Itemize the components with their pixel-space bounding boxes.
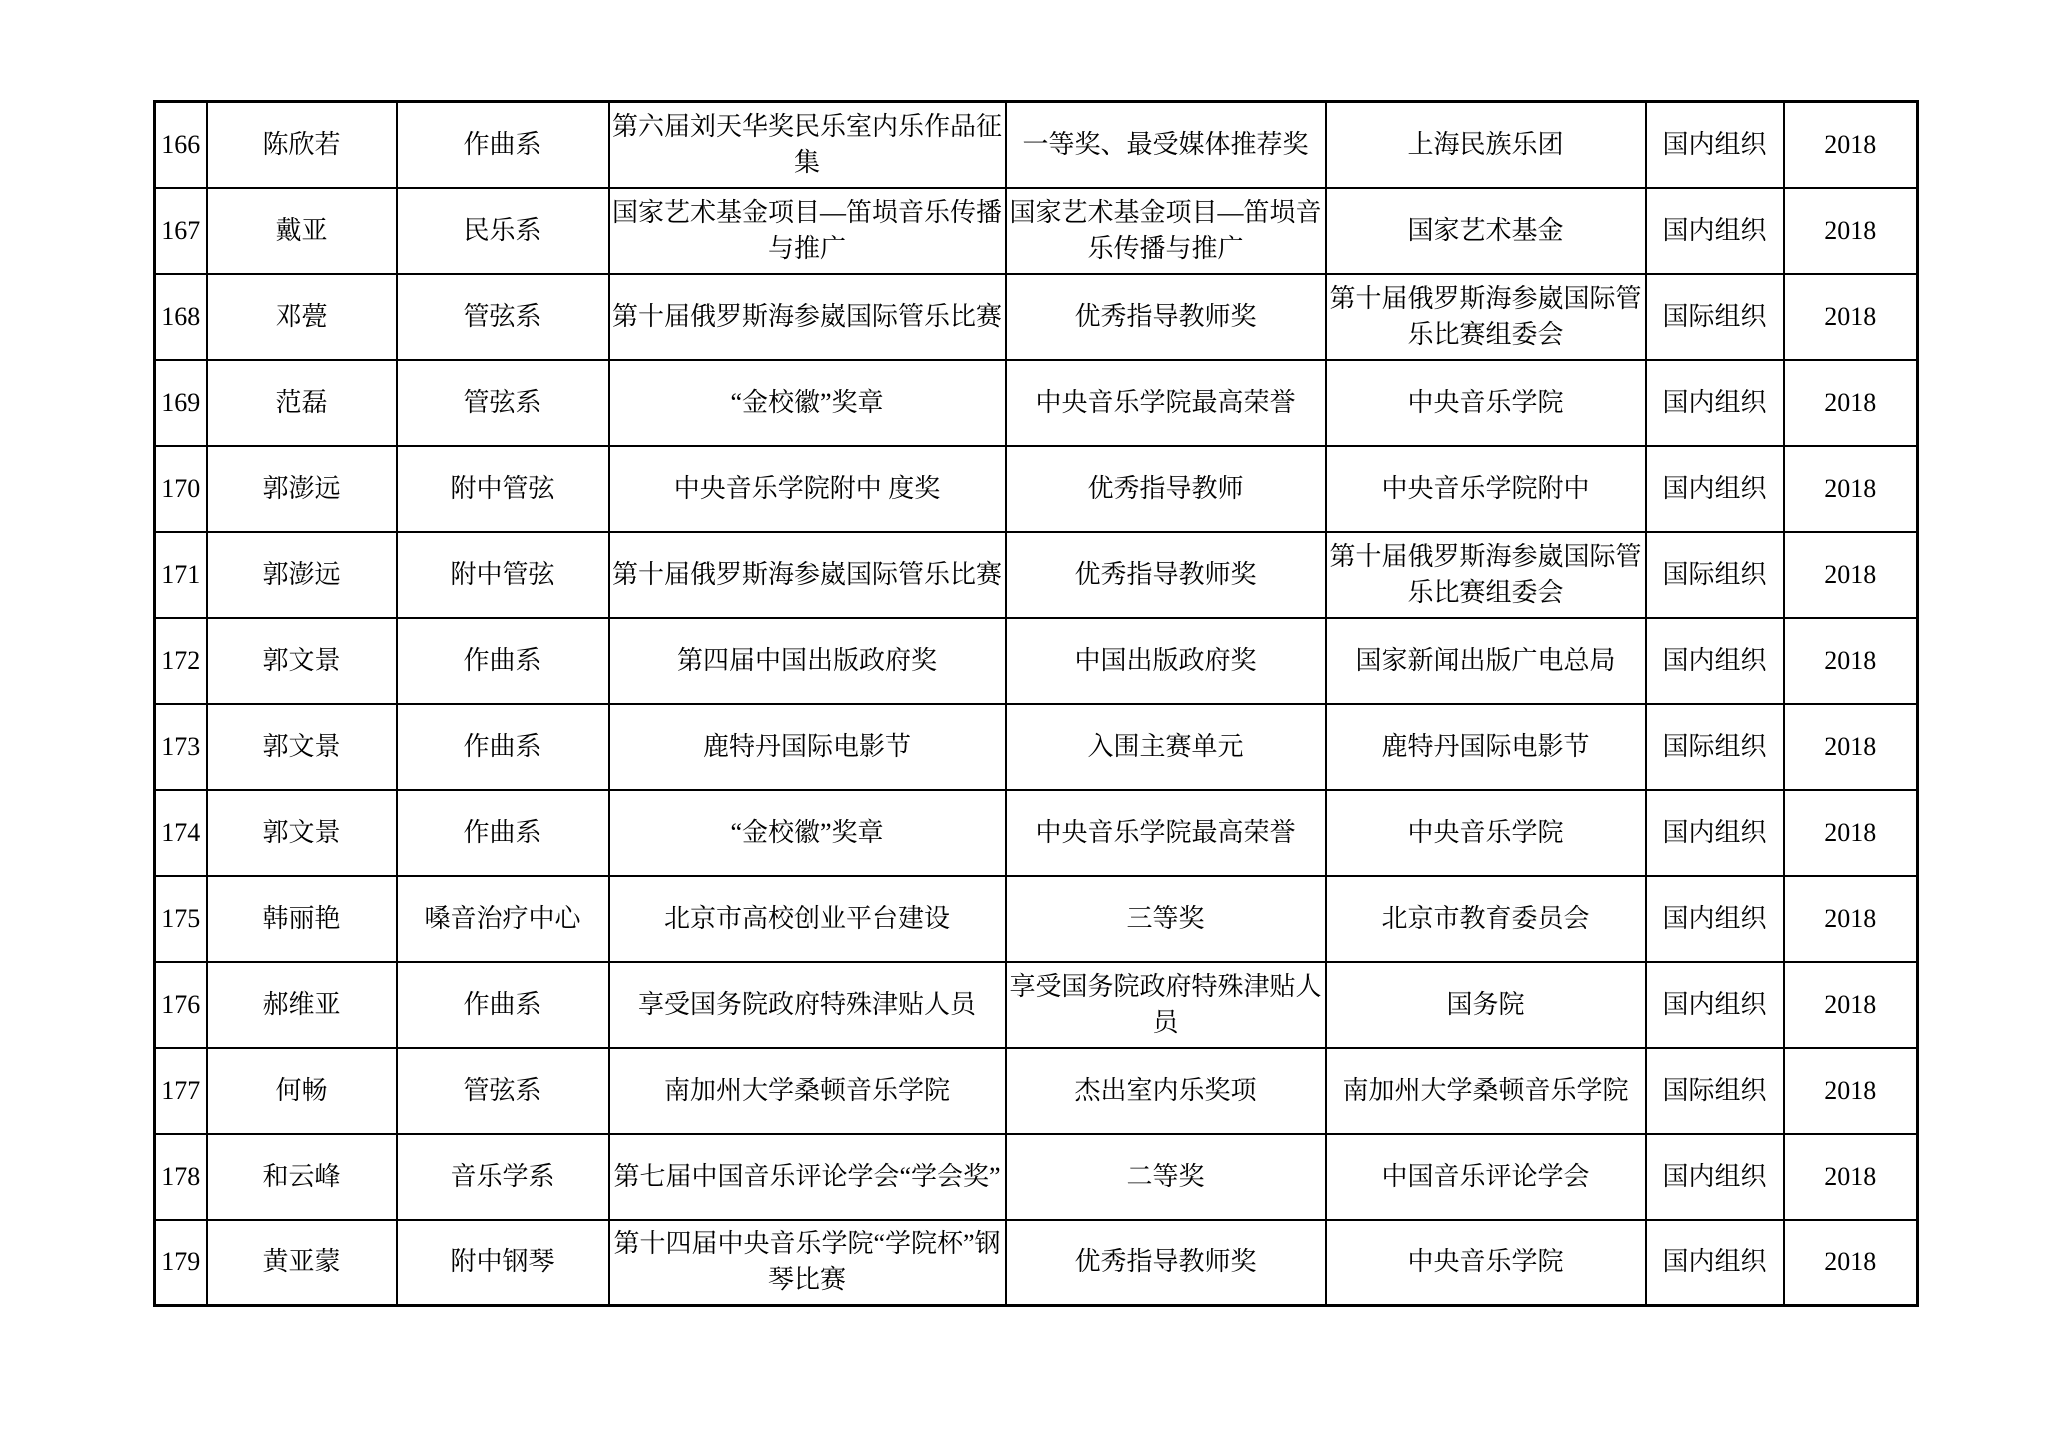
table-row xyxy=(155,1220,1918,1306)
cell-name: 韩丽艳 xyxy=(207,876,397,962)
table-row xyxy=(155,1048,1918,1134)
cell-award: 北京市高校创业平台建设 xyxy=(609,876,1006,962)
cell-organization: 中央音乐学院附中 xyxy=(1326,446,1646,532)
cell-award: 南加州大学桑顿音乐学院 xyxy=(609,1048,1006,1134)
cell-org-type: 国内组织 xyxy=(1646,876,1784,962)
cell-department: 管弦系 xyxy=(397,274,609,360)
cell-result: 国家艺术基金项目—笛埙音乐传播与推广 xyxy=(1006,188,1326,274)
cell-index: 178 xyxy=(155,1134,207,1220)
cell-name: 郭澎远 xyxy=(207,532,397,618)
cell-organization: 国家新闻出版广电总局 xyxy=(1326,618,1646,704)
cell-org-type: 国内组织 xyxy=(1646,1220,1784,1306)
table-row xyxy=(155,1134,1918,1220)
cell-organization: 第十届俄罗斯海参崴国际管乐比赛组委会 xyxy=(1326,532,1646,618)
cell-result: 中央音乐学院最高荣誉 xyxy=(1006,360,1326,446)
table-row xyxy=(155,790,1918,876)
cell-department: 作曲系 xyxy=(397,618,609,704)
table-row xyxy=(155,446,1918,532)
cell-year: 2018 xyxy=(1784,188,1918,274)
cell-year: 2018 xyxy=(1784,790,1918,876)
cell-result: 优秀指导教师奖 xyxy=(1006,1220,1326,1306)
table-row xyxy=(155,360,1918,446)
cell-org-type: 国内组织 xyxy=(1646,618,1784,704)
cell-index: 177 xyxy=(155,1048,207,1134)
cell-organization: 国务院 xyxy=(1326,962,1646,1048)
cell-year: 2018 xyxy=(1784,618,1918,704)
cell-result: 二等奖 xyxy=(1006,1134,1326,1220)
cell-year: 2018 xyxy=(1784,360,1918,446)
cell-name: 郝维亚 xyxy=(207,962,397,1048)
cell-org-type: 国际组织 xyxy=(1646,274,1784,360)
cell-name: 郭文景 xyxy=(207,790,397,876)
cell-org-type: 国内组织 xyxy=(1646,188,1784,274)
cell-department: 附中钢琴 xyxy=(397,1220,609,1306)
cell-index: 175 xyxy=(155,876,207,962)
cell-department: 作曲系 xyxy=(397,962,609,1048)
cell-index: 167 xyxy=(155,188,207,274)
cell-organization: 国家艺术基金 xyxy=(1326,188,1646,274)
cell-index: 169 xyxy=(155,360,207,446)
cell-department: 作曲系 xyxy=(397,102,609,188)
cell-name: 和云峰 xyxy=(207,1134,397,1220)
cell-index: 170 xyxy=(155,446,207,532)
table-row xyxy=(155,704,1918,790)
cell-department: 附中管弦 xyxy=(397,532,609,618)
cell-department: 音乐学系 xyxy=(397,1134,609,1220)
cell-name: 范磊 xyxy=(207,360,397,446)
cell-year: 2018 xyxy=(1784,1048,1918,1134)
cell-org-type: 国内组织 xyxy=(1646,102,1784,188)
cell-year: 2018 xyxy=(1784,446,1918,532)
cell-result: 优秀指导教师奖 xyxy=(1006,274,1326,360)
cell-organization: 南加州大学桑顿音乐学院 xyxy=(1326,1048,1646,1134)
cell-org-type: 国际组织 xyxy=(1646,532,1784,618)
awards-table-container xyxy=(153,100,1919,1307)
cell-award: 中央音乐学院附中 度奖 xyxy=(609,446,1006,532)
cell-org-type: 国际组织 xyxy=(1646,1048,1784,1134)
cell-index: 168 xyxy=(155,274,207,360)
cell-award: “金校徽”奖章 xyxy=(609,360,1006,446)
cell-result: 杰出室内乐奖项 xyxy=(1006,1048,1326,1134)
cell-award: 鹿特丹国际电影节 xyxy=(609,704,1006,790)
cell-result: 一等奖、最受媒体推荐奖 xyxy=(1006,102,1326,188)
cell-org-type: 国内组织 xyxy=(1646,790,1784,876)
cell-result: 优秀指导教师奖 xyxy=(1006,532,1326,618)
cell-year: 2018 xyxy=(1784,962,1918,1048)
cell-organization: 第十届俄罗斯海参崴国际管乐比赛组委会 xyxy=(1326,274,1646,360)
cell-result: 中国出版政府奖 xyxy=(1006,618,1326,704)
cell-name: 郭澎远 xyxy=(207,446,397,532)
cell-organization: 中央音乐学院 xyxy=(1326,1220,1646,1306)
cell-year: 2018 xyxy=(1784,102,1918,188)
cell-organization: 中国音乐评论学会 xyxy=(1326,1134,1646,1220)
cell-org-type: 国际组织 xyxy=(1646,704,1784,790)
cell-award: 第十四届中央音乐学院“学院杯”钢琴比赛 xyxy=(609,1220,1006,1306)
cell-award: 第十届俄罗斯海参崴国际管乐比赛 xyxy=(609,532,1006,618)
cell-index: 179 xyxy=(155,1220,207,1306)
table-row xyxy=(155,188,1918,274)
cell-index: 171 xyxy=(155,532,207,618)
cell-year: 2018 xyxy=(1784,1220,1918,1306)
cell-department: 作曲系 xyxy=(397,790,609,876)
cell-name: 戴亚 xyxy=(207,188,397,274)
cell-organization: 北京市教育委员会 xyxy=(1326,876,1646,962)
cell-year: 2018 xyxy=(1784,1134,1918,1220)
awards-table xyxy=(153,100,1919,1307)
cell-result: 享受国务院政府特殊津贴人员 xyxy=(1006,962,1326,1048)
cell-index: 166 xyxy=(155,102,207,188)
table-row xyxy=(155,618,1918,704)
cell-department: 管弦系 xyxy=(397,360,609,446)
cell-year: 2018 xyxy=(1784,876,1918,962)
table-row xyxy=(155,274,1918,360)
cell-organization: 中央音乐学院 xyxy=(1326,360,1646,446)
table-row xyxy=(155,102,1918,188)
cell-index: 173 xyxy=(155,704,207,790)
table-row xyxy=(155,532,1918,618)
cell-org-type: 国内组织 xyxy=(1646,360,1784,446)
cell-award: 国家艺术基金项目—笛埙音乐传播与推广 xyxy=(609,188,1006,274)
cell-organization: 上海民族乐团 xyxy=(1326,102,1646,188)
cell-name: 何畅 xyxy=(207,1048,397,1134)
cell-department: 作曲系 xyxy=(397,704,609,790)
cell-name: 陈欣若 xyxy=(207,102,397,188)
cell-department: 嗓音治疗中心 xyxy=(397,876,609,962)
cell-index: 174 xyxy=(155,790,207,876)
cell-org-type: 国内组织 xyxy=(1646,1134,1784,1220)
cell-year: 2018 xyxy=(1784,532,1918,618)
table-row xyxy=(155,962,1918,1048)
cell-year: 2018 xyxy=(1784,274,1918,360)
cell-year: 2018 xyxy=(1784,704,1918,790)
cell-award: 第七届中国音乐评论学会“学会奖” xyxy=(609,1134,1006,1220)
cell-organization: 鹿特丹国际电影节 xyxy=(1326,704,1646,790)
cell-name: 郭文景 xyxy=(207,618,397,704)
cell-name: 邓甍 xyxy=(207,274,397,360)
cell-award: 第六届刘天华奖民乐室内乐作品征集 xyxy=(609,102,1006,188)
cell-org-type: 国内组织 xyxy=(1646,962,1784,1048)
cell-index: 176 xyxy=(155,962,207,1048)
awards-table-body xyxy=(155,102,1918,1306)
cell-award: 第十届俄罗斯海参崴国际管乐比赛 xyxy=(609,274,1006,360)
cell-department: 民乐系 xyxy=(397,188,609,274)
cell-department: 管弦系 xyxy=(397,1048,609,1134)
cell-result: 中央音乐学院最高荣誉 xyxy=(1006,790,1326,876)
cell-organization: 中央音乐学院 xyxy=(1326,790,1646,876)
cell-result: 三等奖 xyxy=(1006,876,1326,962)
cell-name: 黄亚蒙 xyxy=(207,1220,397,1306)
cell-result: 优秀指导教师 xyxy=(1006,446,1326,532)
cell-award: 第四届中国出版政府奖 xyxy=(609,618,1006,704)
cell-index: 172 xyxy=(155,618,207,704)
cell-award: “金校徽”奖章 xyxy=(609,790,1006,876)
table-row xyxy=(155,876,1918,962)
cell-department: 附中管弦 xyxy=(397,446,609,532)
cell-award: 享受国务院政府特殊津贴人员 xyxy=(609,962,1006,1048)
cell-org-type: 国内组织 xyxy=(1646,446,1784,532)
cell-result: 入围主赛单元 xyxy=(1006,704,1326,790)
cell-name: 郭文景 xyxy=(207,704,397,790)
